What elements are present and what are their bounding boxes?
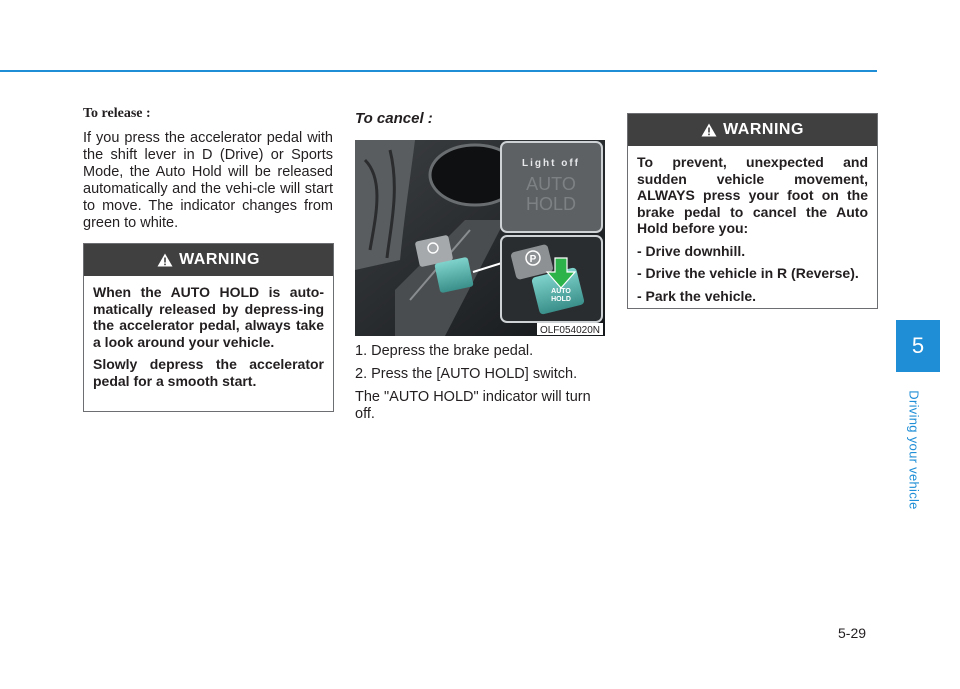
cancel-steps	[355, 343, 607, 429]
warning-header	[628, 114, 877, 146]
chapter-title-text: Driving your vehicle	[906, 390, 922, 510]
warning-box-release	[83, 243, 334, 412]
warning-triangle-icon	[157, 253, 173, 267]
page-number: 5-29	[838, 625, 867, 641]
park-symbol: P	[529, 254, 537, 265]
warning-header	[84, 244, 333, 276]
release-heading: To release :	[83, 106, 151, 121]
indicator-hold-label: HOLD	[525, 194, 577, 214]
image-code: OLF054020N	[539, 325, 601, 336]
warning-title: WARNING	[723, 121, 804, 138]
warning-body	[628, 146, 877, 316]
cancel-heading: To cancel :	[355, 110, 433, 127]
release-paragraph: If you press the accelerator pedal with the shift lever in D (Drive) or Sports Mode, the Auto Hold will be released automatically and the vehi-cle will start to move. The indicator changes from green to white.	[83, 130, 333, 231]
warning-list-item: - Drive the vehicle in R (Reverse).	[637, 265, 859, 281]
warning-title: WARNING	[179, 251, 260, 268]
warning-list-item: - Drive downhill.	[637, 242, 746, 259]
chapter-title	[897, 390, 931, 510]
warning-triangle-icon	[701, 123, 717, 137]
step-item: 2. Press the [AUTO HOLD] switch.	[355, 366, 578, 382]
warning-paragraph: To prevent, unexpected and sudden vehicle movement, ALWAYS press your foot on the brake pedal to cancel the Auto Hold before you:	[637, 154, 868, 236]
warning-paragraph: When the AUTO HOLD is auto-matically released by depress-ing the accelerator pedal, always take a look around your vehicle.	[93, 284, 324, 350]
auto-hold-switch-illustration	[355, 140, 605, 336]
step-item: 1. Depress the brake pedal.	[355, 343, 534, 359]
header-rule	[0, 70, 877, 72]
indicator-status-label: Light off	[522, 158, 580, 169]
warning-body	[84, 276, 333, 401]
warning-list-item: - Park the vehicle.	[637, 287, 757, 304]
warning-box-cancel	[627, 113, 878, 309]
indicator-auto-label: AUTO	[526, 174, 576, 194]
switch-auto-label: AUTO	[551, 288, 571, 295]
chapter-number-tab: 5	[896, 320, 940, 372]
warning-paragraph: Slowly depress the accelerator pedal for a smooth start.	[93, 356, 324, 389]
cancel-note: The "AUTO HOLD" indicator will turn off.	[355, 389, 591, 422]
switch-hold-label: HOLD	[551, 296, 571, 303]
